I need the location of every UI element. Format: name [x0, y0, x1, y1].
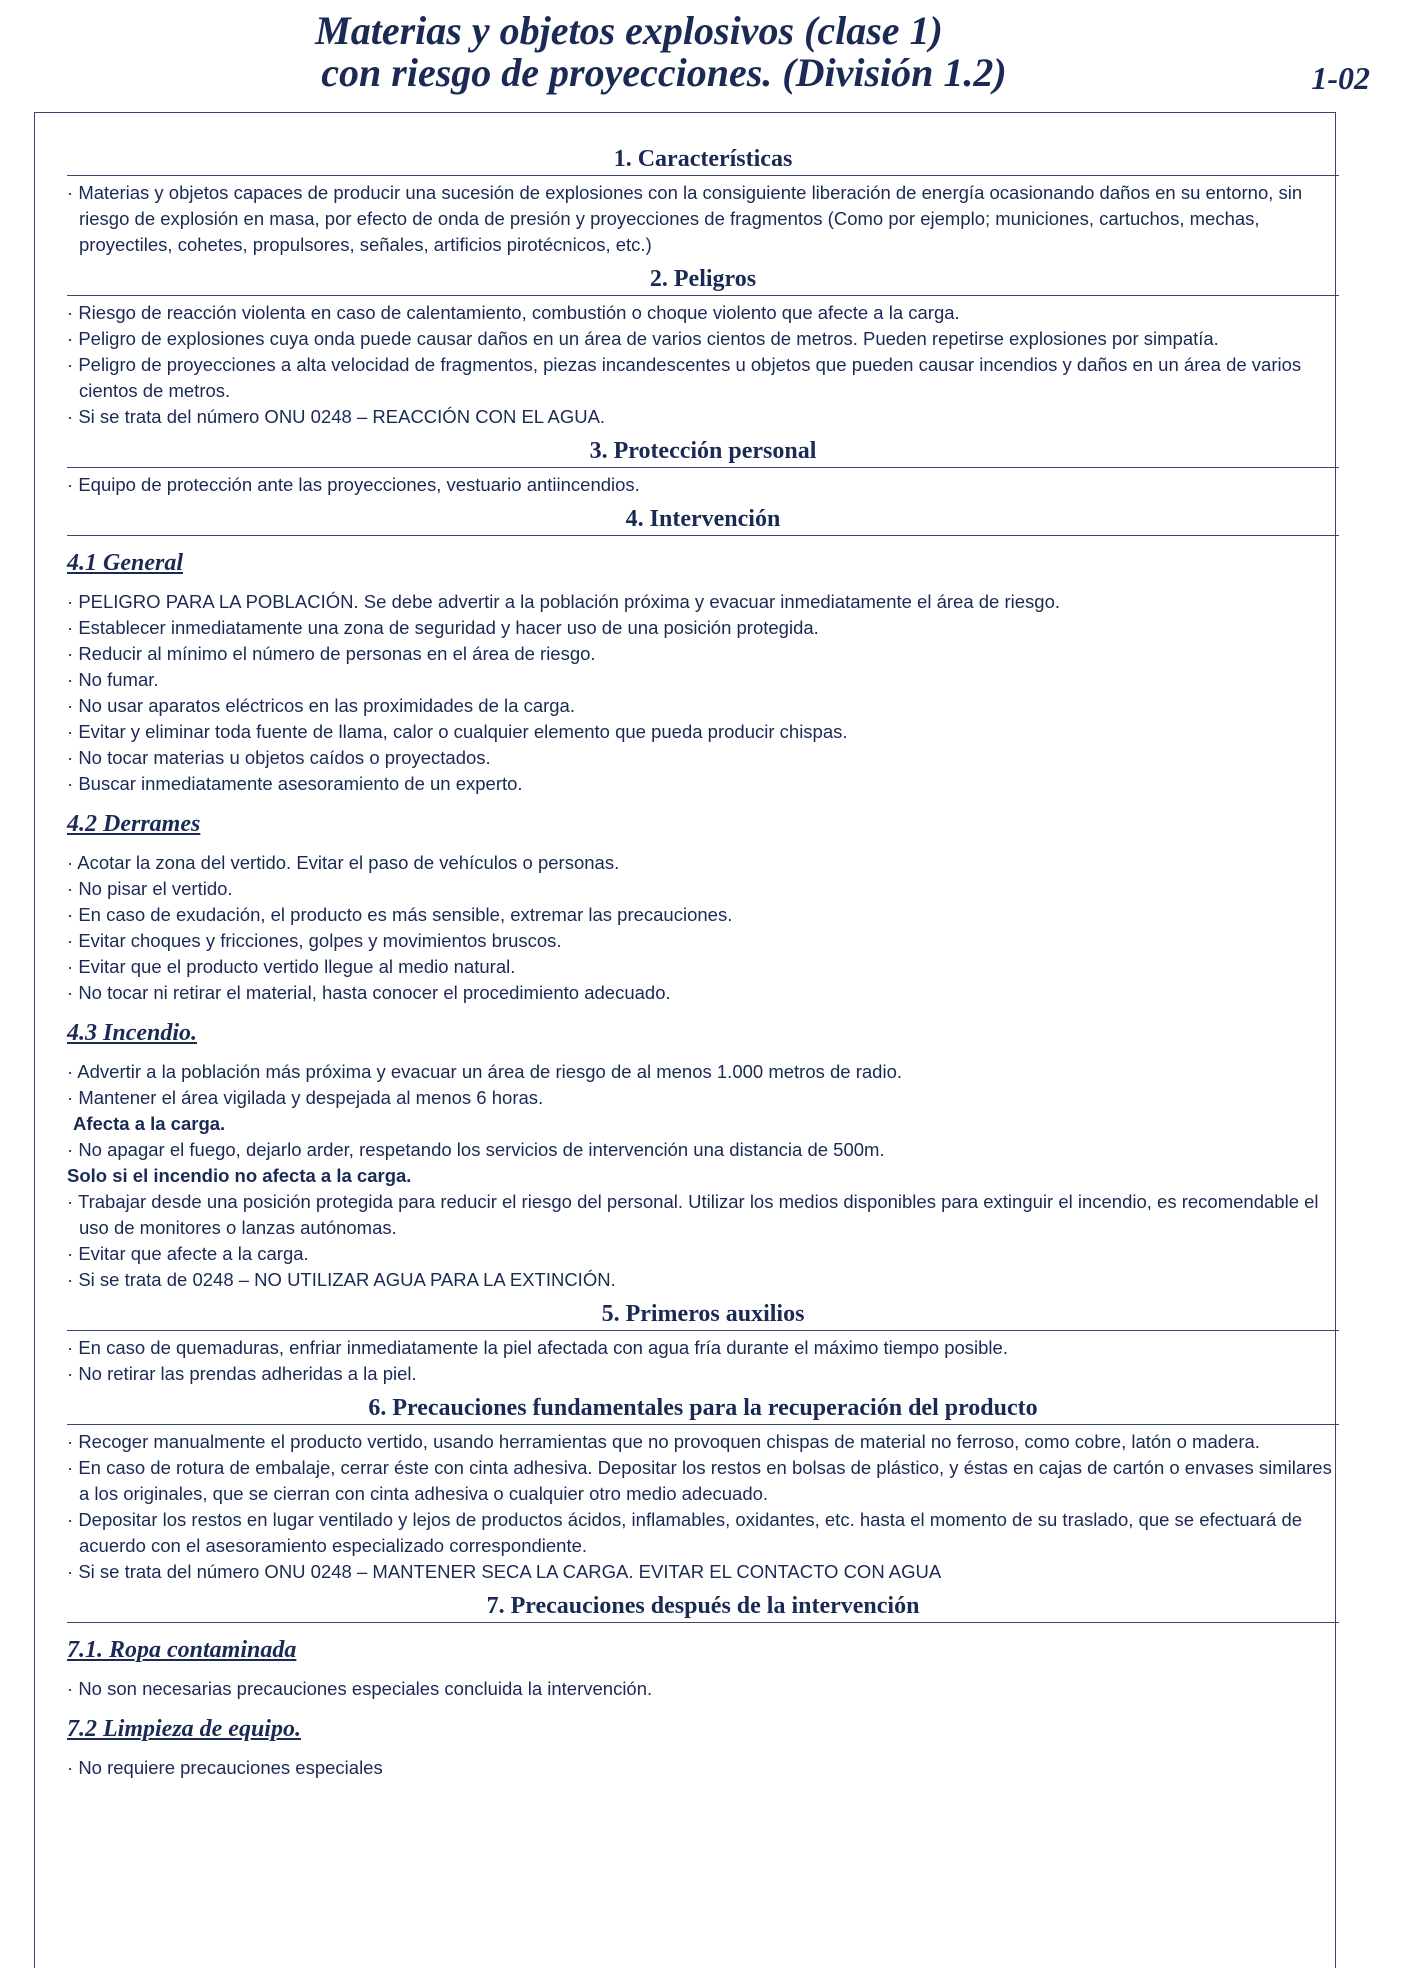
- section-heading-caracteristicas: 1. Características: [67, 146, 1339, 176]
- title-line-1: Materias y objetos explosivos (clase 1): [315, 8, 943, 53]
- subheading-derrames: 4.2 Derrames: [67, 811, 201, 837]
- list-caracteristicas: [67, 180, 1339, 258]
- list-item: · Si se trata del número ONU 0248 – REACCIÓN CON EL AGUA.: [67, 404, 1339, 430]
- list-item: · Si se trata de 0248 – NO UTILIZAR AGUA PARA LA EXTINCIÓN.: [67, 1267, 1339, 1293]
- list-peligros: [67, 300, 1339, 430]
- list-proteccion: [67, 472, 1339, 498]
- list-item: · Si se trata del número ONU 0248 – MANTENER SECA LA CARGA. EVITAR EL CONTACTO CON AGUA: [67, 1559, 1339, 1585]
- list-item: · Establecer inmediatamente una zona de seguridad y hacer uso de una posición protegida.: [67, 615, 1339, 641]
- list-item: · No tocar ni retirar el material, hasta conocer el procedimiento adecuado.: [67, 980, 1339, 1006]
- list-general: [67, 589, 1339, 797]
- list-incendio-b: [67, 1137, 1339, 1163]
- subheading-equipo: 7.2 Limpieza de equipo.: [67, 1716, 301, 1742]
- list-item: · Trabajar desde una posición protegida para reducir el riesgo del personal. Utilizar los medios disponibles para extinguir el incendio, es recomendable el uso de monitores o lanzas autónomas.: [67, 1189, 1339, 1241]
- list-item: · No usar aparatos eléctricos en las proximidades de la carga.: [67, 693, 1339, 719]
- list-ropa: [67, 1676, 1339, 1702]
- list-recuperacion: [67, 1429, 1339, 1585]
- list-item: · No apagar el fuego, dejarlo arder, respetando los servicios de intervención una distancia de 500m.: [67, 1137, 1339, 1163]
- section-heading-despues: 7. Precauciones después de la intervención: [67, 1593, 1339, 1623]
- list-item: · Evitar que el producto vertido llegue al medio natural.: [67, 954, 1339, 980]
- list-item: · Reducir al mínimo el número de personas en el área de riesgo.: [67, 641, 1339, 667]
- sheet-code: 1-02: [1311, 60, 1370, 96]
- section-heading-recuperacion: 6. Precauciones fundamentales para la recuperación del producto: [67, 1395, 1339, 1425]
- list-item: · Evitar choques y fricciones, golpes y movimientos bruscos.: [67, 928, 1339, 954]
- list-incendio-c: [67, 1189, 1339, 1293]
- list-equipo: [67, 1755, 1339, 1781]
- section-heading-peligros: 2. Peligros: [67, 266, 1339, 296]
- list-item: · Mantener el área vigilada y despejada al menos 6 horas.: [67, 1085, 1339, 1111]
- list-item: · Depositar los restos en lugar ventilado y lejos de productos ácidos, inflamables, oxidantes, etc. hasta el momento de su traslado, que se efectuará de acuerdo con el asesoramiento especializado correspondiente.: [67, 1507, 1339, 1559]
- section-heading-primeros-auxilios: 5. Primeros auxilios: [67, 1301, 1339, 1331]
- subheading-general: 4.1 General: [67, 550, 183, 576]
- page-title: [0, 10, 1408, 94]
- list-primeros-auxilios: [67, 1335, 1339, 1387]
- list-item: · No son necesarias precauciones especiales concluida la intervención.: [67, 1676, 1339, 1702]
- list-item: · Equipo de protección ante las proyecciones, vestuario antiincendios.: [67, 472, 1339, 498]
- list-item: · No pisar el vertido.: [67, 876, 1339, 902]
- title-line-2: con riesgo de proyecciones. (División 1.2): [321, 50, 1007, 95]
- subheading-incendio: 4.3 Incendio.: [67, 1020, 198, 1046]
- list-item: · Evitar y eliminar toda fuente de llama, calor o cualquier elemento que pueda producir chispas.: [67, 719, 1339, 745]
- list-item: · Buscar inmediatamente asesoramiento de un experto.: [67, 771, 1339, 797]
- note-afecta-carga: Afecta a la carga.: [73, 1113, 226, 1134]
- section-heading-intervencion: 4. Intervención: [67, 506, 1339, 536]
- list-item: · No requiere precauciones especiales: [67, 1755, 1339, 1781]
- list-item: · Peligro de explosiones cuya onda puede causar daños en un área de varios cientos de metros. Pueden repetirse explosiones por simpatía.: [67, 326, 1339, 352]
- list-item: · Evitar que afecte a la carga.: [67, 1241, 1339, 1267]
- list-item: · Recoger manualmente el producto vertido, usando herramientas que no provoquen chispas de material no ferroso, como cobre, latón o madera.: [67, 1429, 1339, 1455]
- list-item: · Riesgo de reacción violenta en caso de calentamiento, combustión o choque violento que afecte a la carga.: [67, 300, 1339, 326]
- list-item: · No tocar materias u objetos caídos o proyectados.: [67, 745, 1339, 771]
- list-item: · En caso de exudación, el producto es más sensible, extremar las precauciones.: [67, 902, 1339, 928]
- list-item: · En caso de quemaduras, enfriar inmediatamente la piel afectada con agua fría durante el máximo tiempo posible.: [67, 1335, 1339, 1361]
- list-item: · En caso de rotura de embalaje, cerrar éste con cinta adhesiva. Depositar los restos en bolsas de plástico, y éstas en cajas de cartón o envases similares a los originales, que se cierran con cinta adhesiva o cualquier otro medio adecuado.: [67, 1455, 1339, 1507]
- document-content: [67, 140, 1339, 1781]
- note-no-afecta-carga: Solo si el incendio no afecta a la carga.: [67, 1165, 412, 1186]
- list-item: · PELIGRO PARA LA POBLACIÓN. Se debe advertir a la población próxima y evacuar inmediatamente el área de riesgo.: [67, 589, 1339, 615]
- list-item: · Advertir a la población más próxima y evacuar un área de riesgo de al menos 1.000 metros de radio.: [67, 1059, 1339, 1085]
- list-incendio-a: [67, 1059, 1339, 1111]
- subheading-ropa: 7.1. Ropa contaminada: [67, 1637, 297, 1663]
- page-header: [0, 0, 1408, 110]
- list-item: · No retirar las prendas adheridas a la piel.: [67, 1361, 1339, 1387]
- list-item: · Materias y objetos capaces de producir una sucesión de explosiones con la consiguiente liberación de energía ocasionando daños en su entorno, sin riesgo de explosión en masa, por efecto de onda de presión y proyecciones de fragmentos (Como por ejemplo; municiones, cartuchos, mechas, proyectiles, cohetes, propulsores, señales, artificios pirotécnicos, etc.): [67, 180, 1339, 258]
- list-derrames: [67, 850, 1339, 1006]
- list-item: · Acotar la zona del vertido. Evitar el paso de vehículos o personas.: [67, 850, 1339, 876]
- section-heading-proteccion: 3. Protección personal: [67, 438, 1339, 468]
- list-item: · No fumar.: [67, 667, 1339, 693]
- list-item: · Peligro de proyecciones a alta velocidad de fragmentos, piezas incandescentes u objetos que pueden causar incendios y daños en un área de varios cientos de metros.: [67, 352, 1339, 404]
